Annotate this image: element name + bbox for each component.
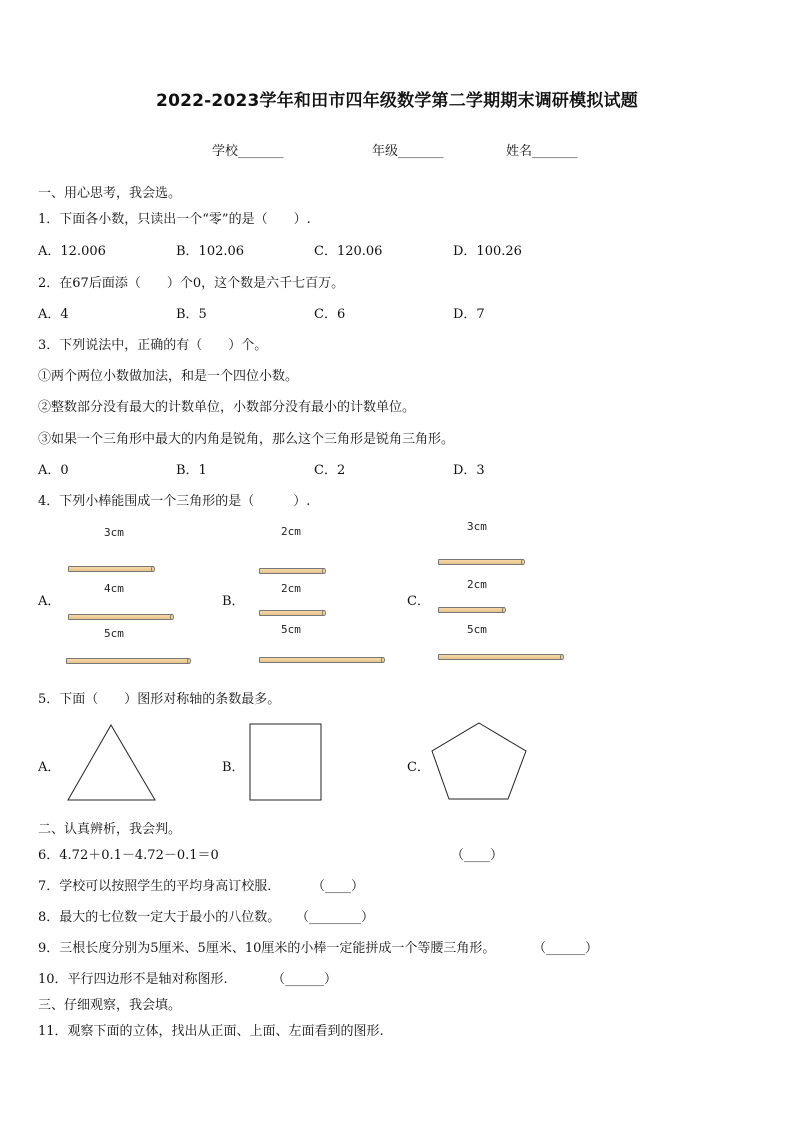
q1-option-a: A．12.006 [38, 244, 106, 259]
q4-c-stick2-length: 2cm [467, 578, 487, 591]
q3-statement-2: ②整数部分没有最大的计数单位，小数部分没有最小的计数单位。 [38, 400, 416, 415]
q1-option-b: B．102.06 [176, 244, 245, 259]
q4-b-stick1-length: 2cm [281, 525, 301, 538]
q4-group-c-label: C． [407, 594, 430, 609]
school-field: 学校_______ [212, 144, 284, 159]
section3-heading: 三、仔细观察，我会填。 [38, 998, 182, 1013]
q3-option-c: C．2 [314, 463, 346, 478]
q1-option-d: D．100.26 [453, 244, 522, 259]
q4-a-stick3 [66, 658, 190, 664]
q4-c-stick2 [438, 607, 505, 613]
q4-b-stick2-length: 2cm [281, 582, 301, 595]
triangle-shape [64, 722, 160, 804]
q1-stem: 1．下面各小数，只读出一个“零”的是（ ）. [38, 212, 311, 227]
q8-stem: 8．最大的七位数一定大于最小的八位数。 [38, 910, 281, 925]
q4-c-stick3 [438, 654, 563, 660]
q4-group-a-label: A． [38, 594, 61, 609]
q2-option-a: A．4 [38, 307, 69, 322]
q4-group-b-label: B． [222, 594, 245, 609]
pentagon-shape [428, 720, 530, 804]
q10-stem: 10．平行四边形不是轴对称图形. [38, 972, 228, 987]
q9-stem: 9．三根长度分别为5厘米、5厘米、10厘米的小棒一定能拼成一个等腰三角形。 [38, 941, 496, 956]
q7-stem: 7．学校可以按照学生的平均身高订校服． [38, 879, 281, 894]
square-shape [248, 722, 324, 802]
q5-option-b-label: B． [222, 760, 245, 775]
q1-option-c: C．120.06 [314, 244, 383, 259]
q4-a-stick1-length: 3cm [104, 526, 124, 539]
q7-answer-blank[interactable]: （____） [312, 879, 365, 894]
q4-b-stick1 [259, 568, 325, 574]
q4-c-stick1 [438, 559, 524, 565]
section2-heading: 二、认真辨析，我会判。 [38, 822, 182, 837]
q2-option-b: B．5 [176, 307, 207, 322]
q2-option-c: C．6 [314, 307, 346, 322]
q2-stem: 2．在67后面添（ ）个0，这个数是六千七百万。 [38, 276, 345, 291]
q9-answer-blank[interactable]: （______） [533, 941, 599, 956]
section1-heading: 一、用心思考，我会选。 [38, 186, 182, 201]
q3-stem: 3．下列说法中，正确的有（ ）个。 [38, 338, 268, 353]
name-field: 姓名_______ [506, 144, 578, 159]
q4-a-stick3-length: 5cm [104, 627, 124, 640]
q11-stem: 11．观察下面的立体，找出从正面、上面、左面看到的图形. [38, 1024, 384, 1039]
q4-b-stick2 [259, 610, 325, 616]
q3-statement-1: ①两个两位小数做加法，和是一个四位小数。 [38, 369, 299, 384]
page-title: 2022-2023学年和田市四年级数学第二学期期末调研模拟试题 [156, 91, 638, 111]
q5-option-c-label: C． [407, 760, 430, 775]
q10-answer-blank[interactable]: （______） [272, 972, 338, 987]
q4-a-stick2 [68, 614, 173, 620]
q4-c-stick3-length: 5cm [467, 623, 487, 636]
q6-answer-blank[interactable]: （____） [451, 848, 504, 863]
q4-b-stick3-length: 5cm [281, 623, 301, 636]
q4-a-stick2-length: 4cm [104, 582, 124, 595]
q5-stem: 5．下面（ ）图形对称轴的条数最多。 [38, 692, 281, 707]
q3-option-b: B．1 [176, 463, 207, 478]
q4-stem: 4．下列小棒能围成一个三角形的是（ ）. [38, 494, 311, 509]
q2-option-d: D．7 [453, 307, 485, 322]
q3-statement-3: ③如果一个三角形中最大的内角是锐角，那么这个三角形是锐角三角形。 [38, 432, 455, 447]
grade-field: 年级_______ [372, 144, 444, 159]
q3-option-d: D．3 [453, 463, 485, 478]
q5-option-a-label: A． [38, 760, 61, 775]
q4-a-stick1 [68, 566, 154, 572]
q3-option-a: A．0 [38, 463, 69, 478]
q6-stem: 6．4.72＋0.1－4.72－0.1＝0 [38, 848, 219, 863]
q8-answer-blank[interactable]: （________） [296, 910, 375, 925]
q4-c-stick1-length: 3cm [467, 520, 487, 533]
q4-b-stick3 [259, 657, 384, 663]
